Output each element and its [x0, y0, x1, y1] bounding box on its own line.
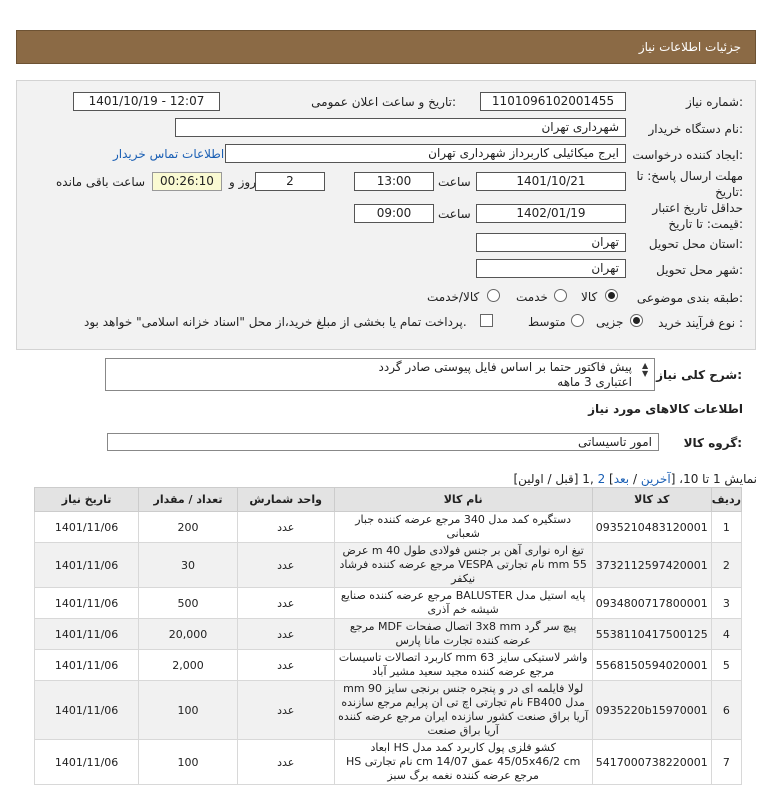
- need-number-label: شماره نیاز:: [685, 95, 743, 109]
- deadline-label: مهلت ارسال پاسخ: تا تاریخ:: [636, 169, 743, 199]
- col-header-date: تاریخ نیاز: [35, 488, 139, 512]
- remaining-label: ساعت باقی مانده: [56, 175, 146, 189]
- delivery-city-field: تهران: [476, 259, 626, 278]
- description-line-1: پیش فاکتور حتما بر اساس فایل پیوستی صادر گردد: [378, 360, 632, 374]
- process-radio-minor[interactable]: [630, 314, 643, 327]
- cell-qty: 2,000: [139, 650, 238, 681]
- cell-date: 1401/11/06: [35, 543, 139, 588]
- pagination: [513, 472, 757, 486]
- treasury-payment-checkbox[interactable]: [480, 314, 493, 327]
- table-row[interactable]: [35, 543, 742, 588]
- deadline-date-field: 1401/10/21: [476, 172, 626, 191]
- cell-code: 5417000738220001: [592, 740, 711, 785]
- cell-code: 3732112597420001: [592, 543, 711, 588]
- goods-group-field: امور تاسیساتی: [107, 433, 659, 451]
- pagination-page-2-link[interactable]: 2: [597, 472, 606, 486]
- col-header-row: ردیف: [711, 488, 741, 512]
- col-header-name: نام کالا: [334, 488, 592, 512]
- cell-unit: عدد: [237, 543, 334, 588]
- cell-unit: عدد: [237, 512, 334, 543]
- days-label: روز و: [229, 175, 256, 189]
- cell-date: 1401/11/06: [35, 588, 139, 619]
- col-header-code: کد کالا: [592, 488, 711, 512]
- category-radio-goods[interactable]: [605, 289, 618, 302]
- category-both-label: کالا/خدمت: [427, 290, 480, 304]
- page-header: [16, 30, 756, 64]
- goods-table: [34, 487, 742, 785]
- cell-name: پیچ سر گرد 3x8 mm اتصال صفحات MDF مرجع عرضه کننده تجارت مانا پارس: [334, 619, 592, 650]
- pagination-current: ,1 [قبل / اولین]: [513, 472, 598, 486]
- validity-time-field: 09:00: [354, 204, 434, 223]
- cell-name: لولا فایلمه ای در و پنجره جنس برنجی سایز 90 mm مدل FB400 نام تجارتی اچ تی ان پرایم مرجع سازنده آریا براق صنعت کشور سازنده ایران مرجع عرضه کننده آریا براق صنعت: [334, 681, 592, 740]
- table-row[interactable]: [35, 740, 742, 785]
- cell-row: 6: [711, 681, 741, 740]
- cell-qty: 100: [139, 681, 238, 740]
- category-label: طبقه بندی موضوعی:: [636, 291, 743, 305]
- table-row[interactable]: [35, 588, 742, 619]
- col-header-qty: تعداد / مقدار: [139, 488, 238, 512]
- remaining-timer: 00:26:10: [152, 172, 222, 191]
- process-minor-label: جزیی: [596, 315, 624, 329]
- description-label: شرح کلی نیاز:: [656, 368, 742, 382]
- cell-name: تیغ اره نواری آهن بر جنس فولادی طول 40 m عرض 55 mm نام تجارتی VESPA مرجع عرضه کننده فرشاد نیکفر: [334, 543, 592, 588]
- category-radio-both[interactable]: [487, 289, 500, 302]
- table-row[interactable]: [35, 681, 742, 740]
- cell-unit: عدد: [237, 619, 334, 650]
- deadline-time-field: 13:00: [354, 172, 434, 191]
- cell-unit: عدد: [237, 681, 334, 740]
- category-goods-label: کالا: [581, 290, 598, 304]
- cell-name: دستگیره کمد مدل 340 مرجع عرضه کننده جبار شعبانی: [334, 512, 592, 543]
- validity-label: حداقل تاریخ اعتبار قیمت: تا تاریخ:: [652, 201, 743, 231]
- pagination-last-link[interactable]: آخرین: [640, 472, 671, 486]
- cell-date: 1401/11/06: [35, 619, 139, 650]
- cell-code: 5538110417500125: [592, 619, 711, 650]
- cell-name: کشو فلزی پول کاربرد کمد مدل HS ابعاد 45/05x46/2 cm عمق 14/07 cm نام تجارتی HS مرجع عرضه کننده نغمه برگ سبز: [334, 740, 592, 785]
- table-row[interactable]: [35, 619, 742, 650]
- announce-label: تاریخ و ساعت اعلان عمومی:: [311, 95, 456, 109]
- cell-row: 5: [711, 650, 741, 681]
- cell-code: 5568150594020001: [592, 650, 711, 681]
- description-box: [105, 358, 655, 391]
- page-title: جزئیات اطلاعات نیاز: [638, 40, 741, 54]
- days-field: 2: [255, 172, 325, 191]
- cell-unit: عدد: [237, 650, 334, 681]
- process-medium-label: متوسط: [528, 315, 566, 329]
- category-radio-service[interactable]: [554, 289, 567, 302]
- cell-date: 1401/11/06: [35, 512, 139, 543]
- cell-row: 4: [711, 619, 741, 650]
- cell-unit: عدد: [237, 588, 334, 619]
- cell-date: 1401/11/06: [35, 740, 139, 785]
- delivery-province-label: استان محل تحویل:: [648, 237, 743, 251]
- cell-name: واشر لاستیکی سایز 63 mm کاربرد اتصالات تاسیسات مرجع عرضه کننده مجید سعید مشیر آباد: [334, 650, 592, 681]
- pagination-separator: /: [629, 472, 641, 486]
- creator-label: ایجاد کننده درخواست:: [632, 148, 743, 162]
- pagination-summary: نمایش 1 تا 10، [: [670, 472, 757, 486]
- delivery-province-field: تهران: [476, 233, 626, 252]
- cell-qty: 200: [139, 512, 238, 543]
- cell-date: 1401/11/06: [35, 681, 139, 740]
- cell-code: 0935210483120001: [592, 512, 711, 543]
- delivery-city-label: شهر محل تحویل:: [656, 263, 743, 277]
- cell-qty: 30: [139, 543, 238, 588]
- creator-field: ایرج میکائیلی کاربرداز شهرداری تهران: [225, 144, 626, 163]
- validity-time-label: ساعت: [438, 207, 471, 221]
- cell-row: 3: [711, 588, 741, 619]
- need-number-field: 1101096102001455: [480, 92, 626, 111]
- goods-group-label: گروه کالا:: [683, 436, 742, 450]
- cell-unit: عدد: [237, 740, 334, 785]
- cell-name: پایه استیل مدل BALUSTER مرجع عرضه کننده صنایع شیشه خم آذری: [334, 588, 592, 619]
- cell-row: 7: [711, 740, 741, 785]
- table-row[interactable]: [35, 650, 742, 681]
- cell-row: 1: [711, 512, 741, 543]
- treasury-payment-note: پرداخت تمام یا بخشی از مبلغ خرید،از محل "اسناد خزانه اسلامی" خواهد بود.: [84, 315, 467, 329]
- validity-date-field: 1402/01/19: [476, 204, 626, 223]
- pagination-bracket: ]: [605, 472, 614, 486]
- category-service-label: خدمت: [516, 290, 548, 304]
- cell-qty: 500: [139, 588, 238, 619]
- pagination-next-link[interactable]: بعد: [613, 472, 630, 486]
- col-header-unit: واحد شمارش: [237, 488, 334, 512]
- deadline-time-label: ساعت: [438, 175, 471, 189]
- scroll-arrows-icon[interactable]: ▲ ▼: [642, 361, 649, 378]
- table-header-row: [35, 488, 742, 512]
- cell-qty: 100: [139, 740, 238, 785]
- table-row[interactable]: [35, 512, 742, 543]
- buyer-org-field: شهرداری تهران: [175, 118, 626, 137]
- announce-field: 1401/10/19 - 12:07: [73, 92, 220, 111]
- process-radio-medium[interactable]: [571, 314, 584, 327]
- cell-row: 2: [711, 543, 741, 588]
- goods-section-title: اطلاعات کالاهای مورد نیاز: [588, 402, 743, 416]
- cell-code: 0935220b15970001: [592, 681, 711, 740]
- cell-date: 1401/11/06: [35, 650, 139, 681]
- buyer-org-label: نام دستگاه خریدار:: [648, 122, 743, 136]
- cell-code: 0934800717800001: [592, 588, 711, 619]
- buyer-contact-link[interactable]: اطلاعات تماس خریدار: [113, 147, 225, 161]
- cell-qty: 20,000: [139, 619, 238, 650]
- process-label: نوع فرآیند خرید :: [658, 316, 743, 330]
- description-line-2: اعتباری 3 ماهه: [557, 375, 632, 389]
